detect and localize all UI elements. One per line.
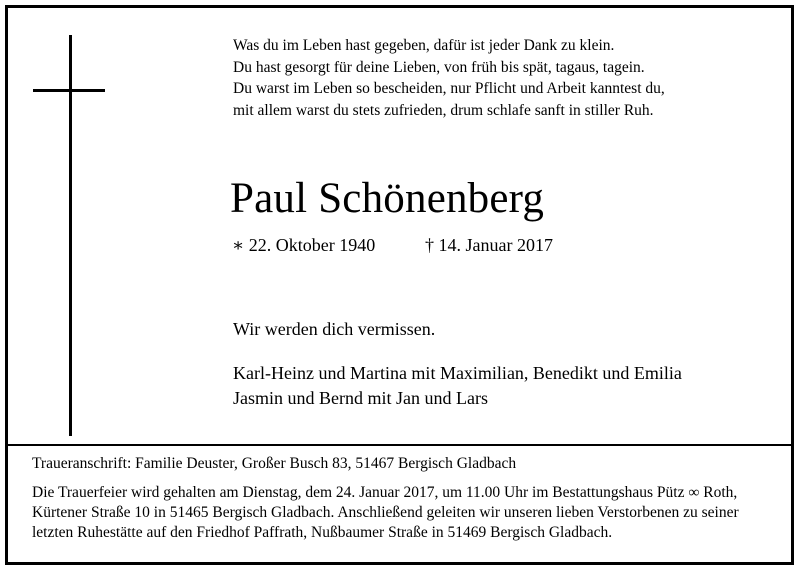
cross-icon (69, 35, 72, 436)
poem-line: Du hast gesorgt für deine Lieben, von früh bis spät, tagaus, tagein. (233, 58, 645, 76)
life-dates (232, 234, 553, 256)
poem-line: Was du im Leben hast gegeben, dafür ist jeder Dank zu klein. (233, 37, 615, 54)
cross-icon-bar (33, 89, 105, 92)
birth-date: ∗ 22. Oktober 1940 (232, 235, 376, 255)
farewell-text: Wir werden dich vermissen. (233, 319, 436, 339)
divider (8, 444, 791, 446)
family-list (233, 361, 682, 411)
mourning-address: Traueranschrift: Familie Deuster, Großer Busch 83, 51467 Bergisch Gladbach (32, 455, 517, 472)
family-line: Jasmin und Bernd mit Jan und Lars (233, 388, 488, 408)
funeral-line: letzten Ruhestätte auf den Friedhof Paffrath, Nußbaumer Straße in 51469 Bergisch Gladbach. (32, 524, 613, 541)
deceased-name: Paul Schönenberg (230, 175, 545, 222)
funeral-line: Die Trauerfeier wird gehalten am Dienstag, dem 24. Januar 2017, um 11.00 Uhr im Bestattungshaus Pütz ∞ Roth, (32, 484, 738, 501)
poem-line: Du warst im Leben so bescheiden, nur Pflicht und Arbeit kanntest du, (233, 80, 665, 97)
funeral-details (32, 483, 739, 543)
obituary-notice (5, 5, 794, 565)
family-line: Karl-Heinz und Martina mit Maximilian, Benedikt und Emilia (233, 363, 682, 383)
poem (233, 35, 665, 121)
funeral-line: Kürtener Straße 10 in 51465 Bergisch Gladbach. Anschließend geleiten wir unseren lieben Verstorbenen zu seiner (32, 504, 739, 521)
poem-line: mit allem warst du stets zufrieden, drum schlafe sanft in stiller Ruh. (233, 101, 654, 119)
death-date: † 14. Januar 2017 (425, 235, 553, 255)
